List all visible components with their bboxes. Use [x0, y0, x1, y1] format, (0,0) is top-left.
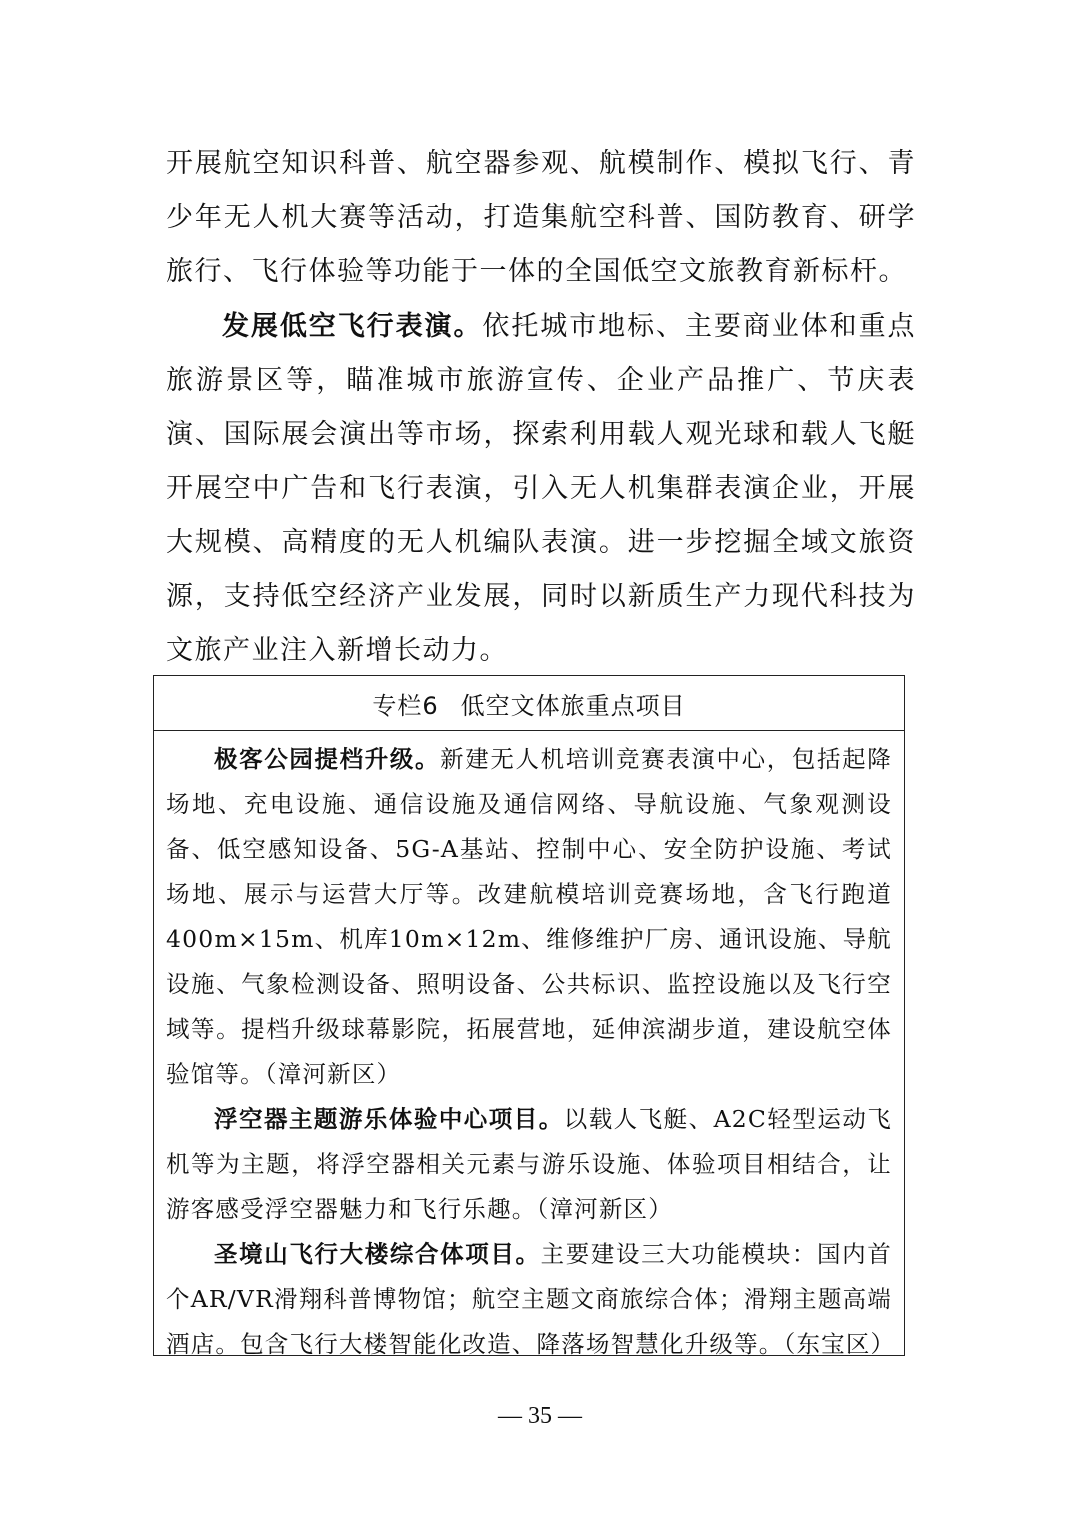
project-item: [166, 1097, 892, 1232]
paragraph-text: 依托城市地标、主要商业体和重点旅游景区等，瞄准城市旅游宣传、企业产品推广、节庆表演、国际展会演出等市场，探索利用载人观光球和载人飞艇开展空中广告和飞行表演，引入无人机集群表演企业，开展大规模、高精度的无人机编队表演。进一步挖掘全域文旅资源，支持低空经济产业发展，同时以新质生产力现代科技为文旅产业注入新增长动力。: [166, 311, 917, 666]
paragraph-lead: 发展低空飞行表演。: [222, 311, 483, 342]
column-body: [154, 731, 904, 1367]
column-box: [153, 675, 905, 1356]
project-description: 主要建设三大功能模块：国内首个AR/VR滑翔科普博物馆；航空主题文商旅综合体；滑翔主题高端酒店。包含飞行大楼智能化改造、降落场智慧化升级等。（东宝区）: [166, 1240, 896, 1358]
body-paragraph-2: [166, 300, 916, 678]
project-description: 新建无人机培训竞赛表演中心，包括起降场地、充电设施、通信设施及通信网络、导航设施、气象观测设备、低空感知设备、5G-A基站、控制中心、安全防护设施、考试场地、展示与运营大厅等。改建航模培训竞赛场地，含飞行跑道400m×15m、机库10m×12m、维修维护厂房、通讯设施、导航设施、气象检测设备、照明设备、公共标识、监控设施以及飞行空域等。提档升级球幕影院，拓展营地，延伸滨湖步道，建设航空体验馆等。（漳河新区）: [166, 745, 892, 1088]
project-name: 极客公园提档升级。: [214, 745, 441, 773]
column-label: 专栏6: [372, 691, 439, 720]
project-name: 浮空器主题游乐体验中心项目。: [214, 1105, 564, 1133]
column-heading: 低空文体旅重点项目: [460, 691, 686, 720]
page-number: — 35 —: [498, 1403, 582, 1429]
project-item: [166, 737, 892, 1097]
column-title: [154, 676, 904, 731]
project-item: [166, 1232, 896, 1367]
project-name: 圣境山飞行大楼综合体项目。: [214, 1240, 541, 1268]
body-paragraph-1: 开展航空知识科普、航空器参观、航模制作、模拟飞行、青少年无人机大赛等活动，打造集航空科普、国防教育、研学旅行、飞行体验等功能于一体的全国低空文旅教育新标杆。: [166, 148, 916, 287]
project-description: 以载人飞艇、A2C轻型运动飞机等为主题，将浮空器相关元素与游乐设施、体验项目相结合，让游客感受浮空器魅力和飞行乐趣。（漳河新区）: [166, 1105, 892, 1223]
